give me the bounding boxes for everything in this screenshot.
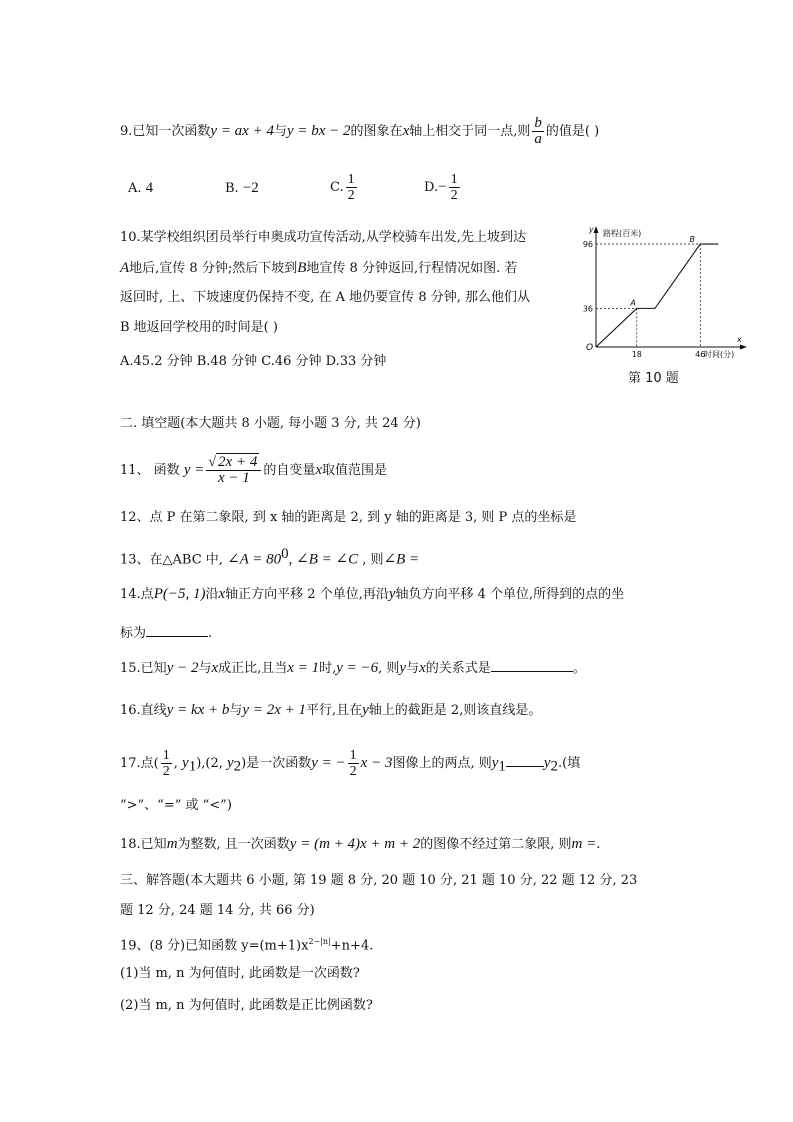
q10-line2 (120, 258, 517, 279)
q10-options: A.45.2 分钟 B.48 分钟 C.46 分钟 D.33 分钟 (120, 354, 387, 369)
q17-y1: y (182, 755, 189, 771)
q9-option-d (424, 172, 462, 203)
q14-point: P(−5, 1) (153, 586, 206, 602)
question-14-line2 (120, 622, 212, 644)
q15-y: y (399, 660, 407, 676)
q11-denominator: x − 1 (217, 470, 250, 486)
q18-end: . (596, 837, 601, 852)
q17-expr-a: y = − (311, 755, 346, 771)
question-17 (120, 748, 580, 779)
q16-text-c: 平行,且在 (305, 703, 363, 718)
q15-text-f: 与 (406, 661, 420, 676)
q15-text-c: 成正比,且当 (218, 661, 288, 676)
section-3-heading-line1: 三、解答题(本大题共 6 小题, 第 19 题 8 分, 20 题 10 分, 21 题 10 分, 22 题 12 分, 23 (120, 873, 638, 888)
q17-text-d: )是一次函数 (241, 756, 312, 771)
q17-frac2 (348, 748, 359, 779)
q17-frac1-num: 1 (162, 748, 170, 763)
q9-option-a-label: A. (128, 181, 142, 196)
q9-option-d-den: 2 (450, 188, 458, 203)
q10-point-b: B (297, 260, 307, 276)
q17-sub1: 1 (188, 758, 197, 775)
q11-radicand: 2x + 4 (218, 454, 258, 470)
x-axis-label: 时间(分) (704, 350, 735, 359)
q9-eq1: y = ax + 4 (210, 123, 274, 139)
q11-y: y = (183, 462, 205, 478)
q17-frac2-num: 1 (349, 748, 357, 763)
q16-expr2: y = 2x + 1 (242, 702, 306, 718)
q9-option-a (128, 178, 153, 199)
y-axis-arrow (594, 226, 599, 233)
q19-text-b: +n+4. (330, 938, 374, 954)
q10-line2-d: 地宣传 8 分钟返回,行程情况如图. 若 (306, 261, 518, 276)
q9-option-d-num: 1 (450, 172, 458, 187)
q15-text-e: , 则 (378, 661, 400, 676)
question-15 (120, 657, 586, 679)
q9-option-b-label: B. (225, 181, 239, 196)
q15-expr2: x = 1 (287, 660, 320, 676)
q9-text-c: 的图象在 (350, 124, 403, 139)
q17-frac1-den: 2 (162, 764, 170, 779)
q14-x: x (218, 586, 226, 602)
q10-line4: B 地返回学校用的时间是( ) (120, 320, 278, 335)
q11-x: x (315, 462, 323, 478)
section-3-heading-line2: 题 12 分, 24 题 14 分, 共 66 分) (120, 903, 315, 918)
q11-text-b: 的自变量 (263, 463, 316, 478)
q9-text-b: 与 (273, 124, 287, 139)
y-tick-96: 96 (582, 240, 593, 250)
question-9 (120, 116, 599, 147)
q10-line1: 10.某学校组织团员举行申奥成功宣传活动,从学校骑车出发,先上坡到达 (120, 230, 526, 245)
q17-text-h: .(填 (558, 756, 581, 771)
q18-m: m (166, 836, 178, 852)
q11-fraction (206, 455, 261, 486)
point-label-a: A (630, 298, 636, 308)
series-line (596, 244, 718, 347)
q19-part2: (2)当 m, n 为何值时, 此函数是正比例函数? (120, 998, 373, 1013)
q10-point-a: A (120, 260, 130, 276)
question-19 (120, 932, 373, 956)
q16-text-b: 与 (229, 703, 243, 718)
q15-text-a: 15.已知 (120, 661, 167, 676)
question-11 (120, 455, 387, 486)
q10-line3: 返回时, 上、下坡速度仍保持不变, 在 A 地仍要宣传 8 分钟, 那么他们从 (120, 290, 530, 305)
q14-text-b: 沿 (205, 587, 219, 602)
q16-text-d: 轴上的截距是 2,则该直线是。 (368, 703, 542, 718)
q9-option-c-label: C. (330, 180, 344, 195)
q18-equation: y = (m + 4)x + m + 2 (289, 836, 421, 852)
q10-chart (582, 222, 752, 367)
q14-line2-text: 标为 (120, 626, 147, 641)
question-13 (120, 544, 419, 570)
x-tick-18: 18 (631, 350, 642, 359)
q9-option-c-frac (346, 172, 357, 203)
q9-option-d-label: D. (424, 180, 439, 195)
q16-expr1: y = kx + b (166, 702, 230, 718)
q17-y1-cmp: y (491, 755, 499, 771)
q17-text-c: ),(2, (196, 756, 227, 771)
q19-part1: (1)当 m, n 为何值时, 此函数是一次函数? (120, 966, 360, 981)
question-18 (120, 834, 600, 855)
q10-line2-b: 地后,宣传 8 分钟;然后下坡到 (129, 261, 298, 276)
y-axis-letter: y (589, 225, 594, 234)
origin-label: O (586, 343, 594, 353)
q9-text-e: 的值是( ) (545, 124, 600, 139)
q17-frac1 (161, 748, 172, 779)
q13-angles-bc: , ∠B = ∠C (288, 551, 359, 568)
q15-end: 。 (572, 661, 586, 676)
q17-frac2-den: 2 (349, 764, 357, 779)
q9-frac-den: a (534, 131, 542, 147)
q13-text-d: , 则 (358, 552, 384, 568)
q9-text: 9.已知一次函数 (120, 124, 211, 139)
q14-text-a: 14.点 (120, 587, 154, 602)
q9-option-b-value: −2 (242, 180, 259, 196)
question-16 (120, 700, 541, 721)
x-axis-letter: x (737, 335, 742, 344)
q17-text-a: 17.点( (120, 756, 159, 771)
q9-frac-num: b (534, 115, 542, 131)
q11-numerator: √ 2x + 4 (206, 455, 261, 471)
q9-option-c-den: 2 (347, 188, 355, 203)
q14-end: . (208, 626, 213, 641)
x-axis-arrow (740, 345, 747, 350)
q9-option-d-sign: − (438, 179, 447, 195)
q14-answer-blank[interactable] (146, 622, 208, 637)
q17-sub2: 2 (233, 758, 242, 775)
q16-y: y (362, 702, 369, 718)
q17-text-b: , (173, 756, 183, 771)
q9-option-a-value: 4 (145, 180, 154, 196)
q17-sub2-cmp: 2 (550, 758, 559, 775)
q15-x2: x (419, 660, 426, 676)
y-axis-label: 路程(百米) (603, 229, 642, 238)
q13-angle-b: ∠B = (383, 551, 420, 568)
q17-y2-cmp: y (543, 755, 551, 771)
q9-option-c-num: 1 (347, 172, 355, 187)
q14-text-d: 轴负方向平移 4 个单位,所得到的点的坐 (395, 587, 625, 602)
q17-y2: y (227, 755, 234, 771)
question-12: 12、点 P 在第二象限, 到 x 轴的距离是 2, 到 y 轴的距离是 3, 则 P 点的坐标是 (120, 510, 577, 525)
q19-exponent: 2−|n| (308, 937, 331, 946)
q15-text-b: 与 (198, 661, 212, 676)
q17-expr-b: x − 3 (360, 755, 393, 771)
q17-sub1-cmp: 1 (498, 758, 506, 775)
q15-text-g: 的关系式是 (425, 661, 491, 676)
point-label-b: B (689, 235, 696, 245)
q18-text-c: 的图像不经过第二象限, 则 (420, 837, 572, 852)
q9-text-d: 轴上相交于同一点,则 (409, 124, 531, 139)
q10-caption: 第 10 题 (628, 371, 679, 386)
x-tick-46: 46 (695, 350, 706, 359)
q11-text-c: 取值范围是 (322, 463, 388, 478)
section-2-heading: 二. 填空题(本大题共 8 小题, 每小题 3 分, 共 24 分) (120, 416, 421, 431)
q13-angle-a: ∠A = 80 (227, 551, 282, 568)
q14-text-c: 轴正方向平移 2 个单位,再沿 (225, 587, 389, 602)
y-tick-36: 36 (582, 304, 593, 314)
q15-x: x (211, 660, 219, 676)
q17-text-g: 图像上的两点, 则 (392, 756, 492, 771)
q13-degree: 0 (281, 546, 289, 562)
q15-text-d: 时, (319, 661, 337, 676)
q15-expr1: y − 2 (166, 660, 199, 676)
q18-m-eq: m = (571, 836, 597, 852)
q9-x: x (402, 123, 410, 139)
q18-text-a: 18.已知 (120, 837, 167, 852)
q9-option-b (225, 178, 259, 199)
q9-fraction (532, 116, 544, 147)
q19-text-a: 19、(8 分)已知函数 y=(m+1)x (120, 938, 309, 954)
q9-option-c (330, 172, 359, 203)
q16-text-a: 16.直线 (120, 703, 167, 718)
q11-text-a: 11、 函数 (120, 463, 180, 478)
q13-text-a: 13、在△ABC 中, (120, 552, 228, 568)
q14-y: y (388, 586, 396, 602)
q9-eq2: y = bx − 2 (286, 123, 351, 139)
question-17-line2: “>”、“=” 或 “<”) (120, 798, 232, 813)
q18-text-b: 为整数, 且一次函数 (177, 837, 290, 852)
q9-option-d-frac (449, 172, 460, 203)
q17-answer-blank[interactable] (506, 752, 544, 767)
question-14 (120, 584, 624, 605)
q15-expr3: y = −6 (336, 660, 379, 676)
q15-answer-blank[interactable] (491, 657, 573, 672)
